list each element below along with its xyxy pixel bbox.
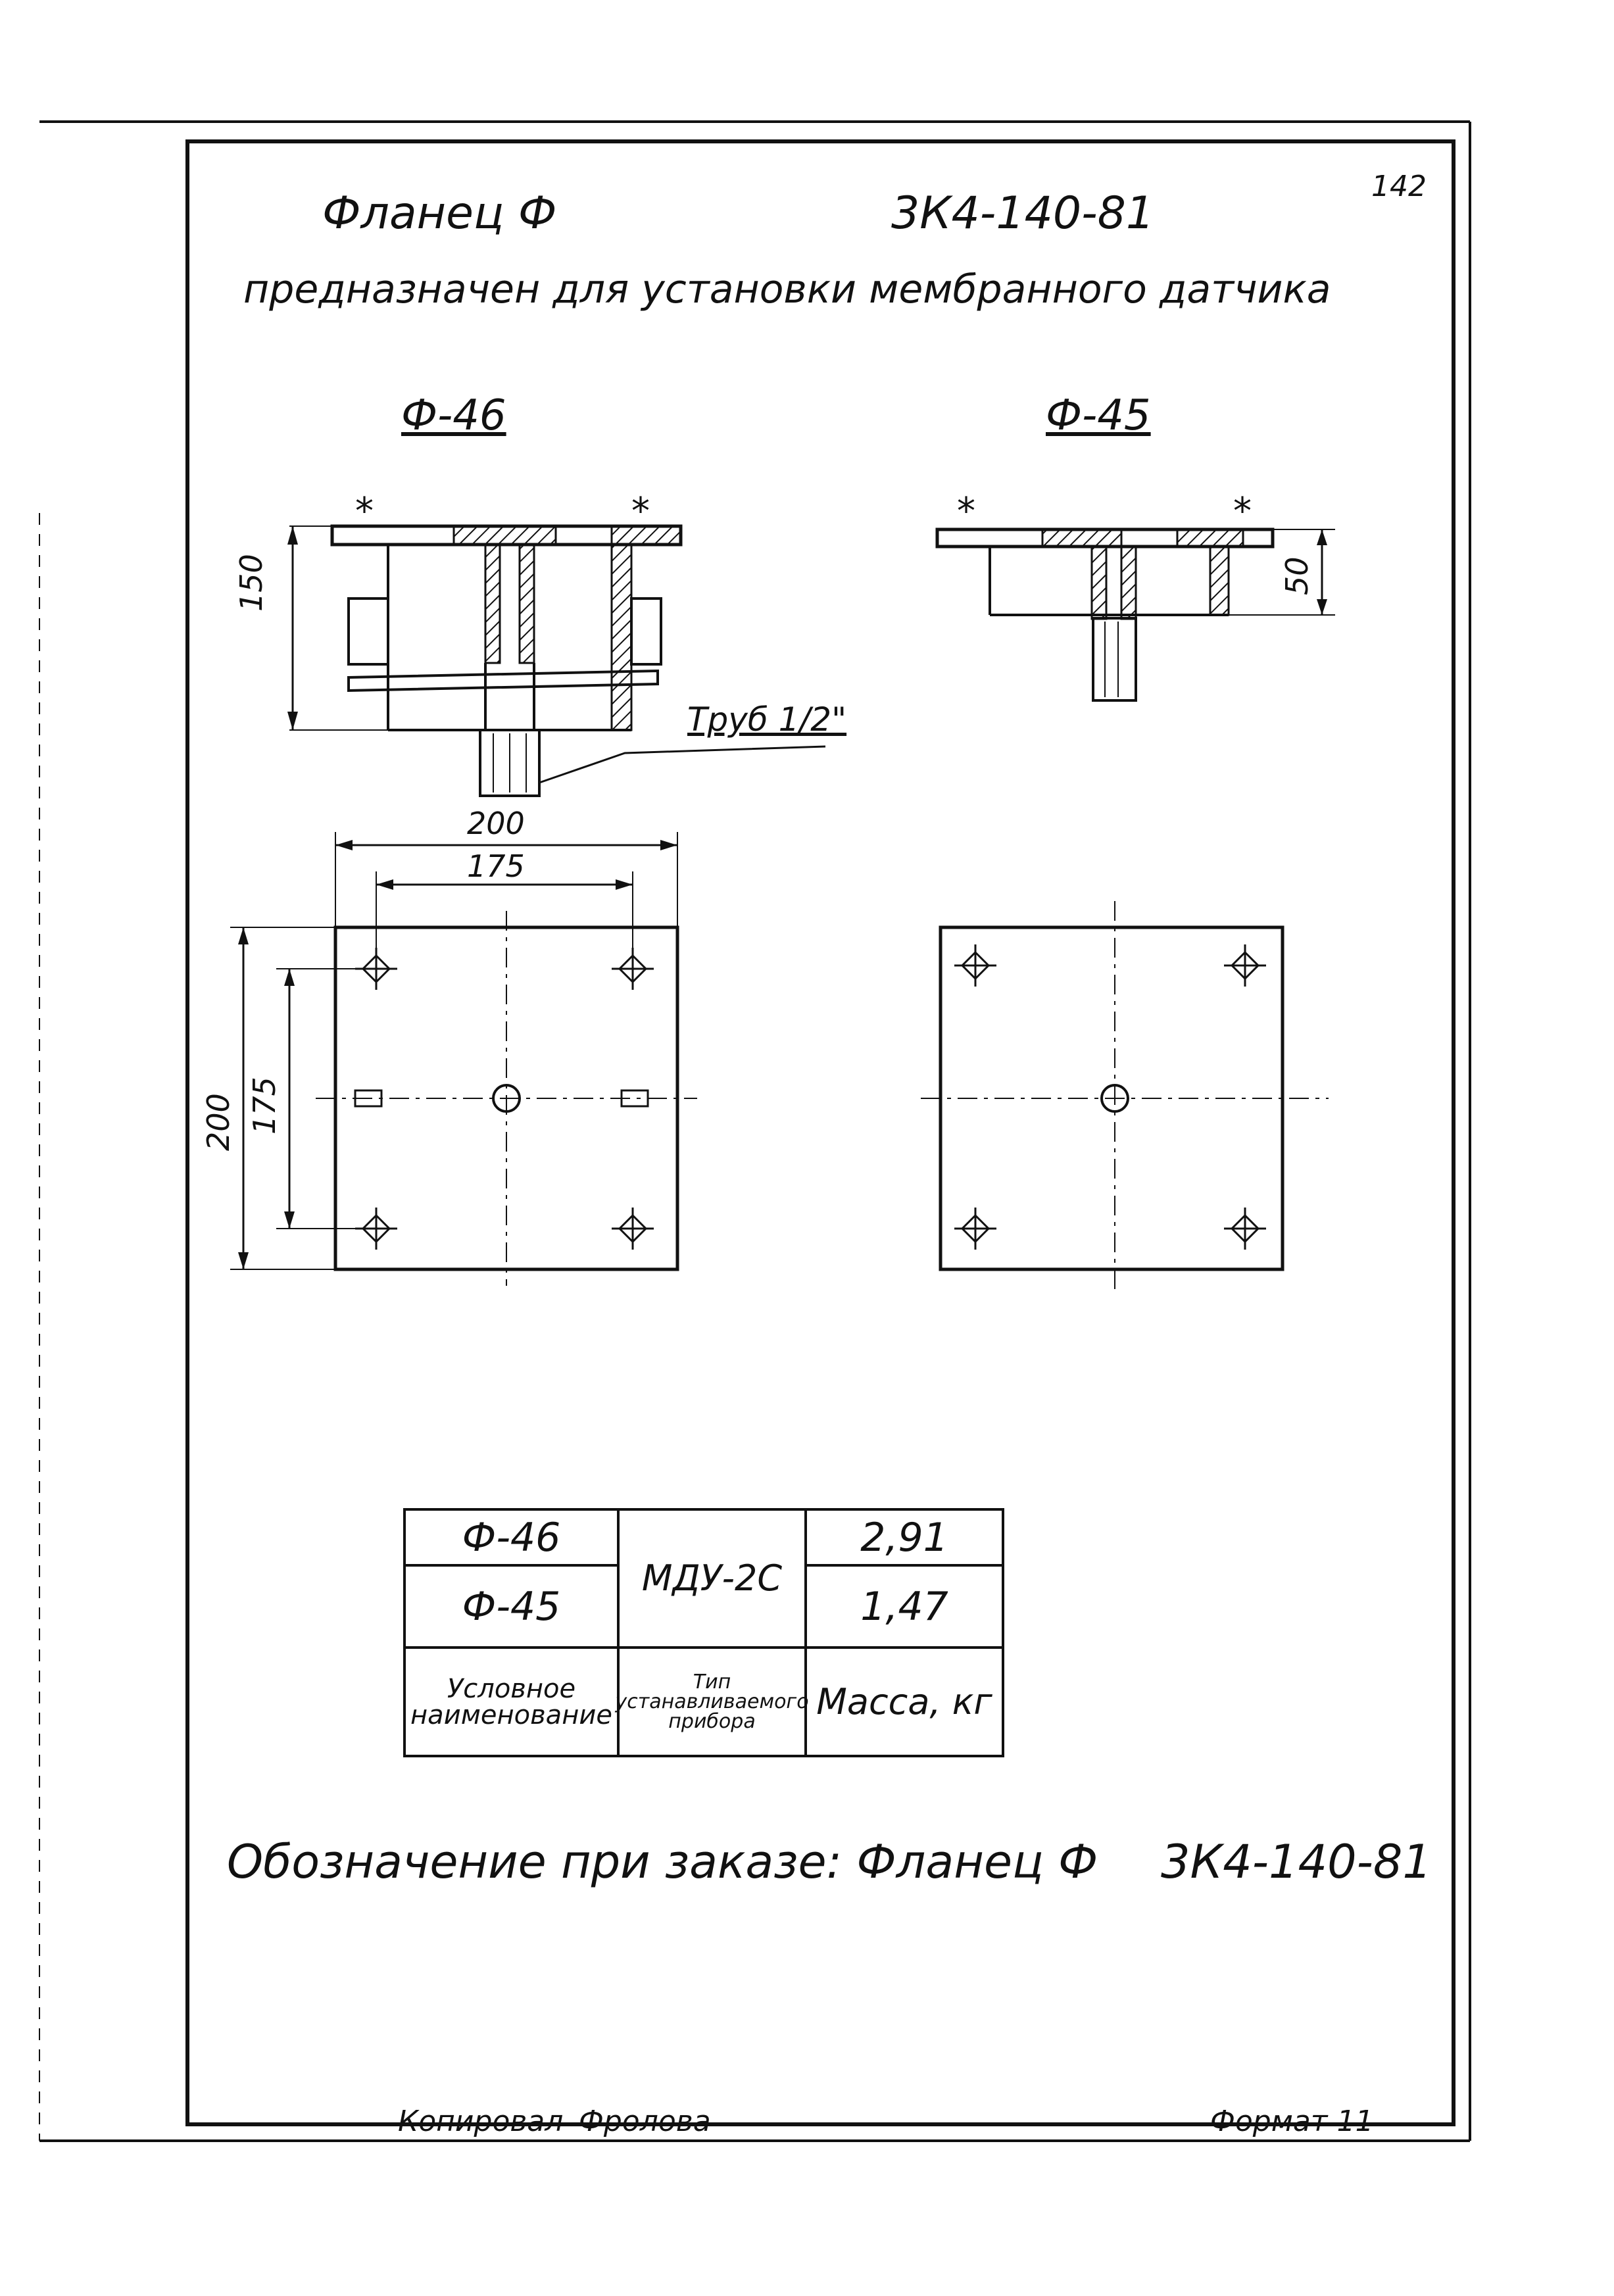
table-row-mass: 1,47 (860, 1583, 948, 1630)
order-designation: Обозначение при заказе: Фланец Ф (227, 1835, 1098, 1889)
f46-plan-view (230, 832, 697, 1286)
footer-copied-label: Копировал (398, 2105, 564, 2138)
f46-height-inner-dim: 175 (247, 1077, 282, 1135)
f45-height-dim: 50 (1279, 556, 1315, 595)
f45-view-label: Ф-45 (1046, 391, 1151, 440)
f46-width-outer-dim: 200 (467, 806, 525, 841)
table-header-device: Тип устанавливаемого прибора (615, 1670, 809, 1733)
table-row-name: Ф-46 (462, 1514, 561, 1561)
f45-plan-view (921, 901, 1329, 1289)
footer-copier-name: Фролова (579, 2105, 711, 2138)
f46-height-outer-dim: 200 (201, 1093, 236, 1151)
footer-format: Формат 11 (1210, 2105, 1374, 2138)
f46-weld-mark-right: * (631, 490, 650, 533)
table-device-type: МДУ-2С (641, 1557, 783, 1599)
drawing-subtitle: предназначен для установки мембранного датчика (243, 266, 1331, 312)
table-header-name: Условное наименование (410, 1673, 612, 1730)
f46-weld-mark-left: * (355, 490, 374, 533)
f45-weld-mark-right: * (1233, 490, 1252, 533)
order-code: 3К4-140-81 (1161, 1835, 1432, 1889)
f46-width-inner-dim: 175 (467, 848, 525, 884)
f46-section-view (287, 526, 825, 796)
pipe-label: Труб 1/2" (687, 700, 847, 739)
drawing-code: 3К4-140-81 (891, 187, 1155, 239)
page-number: 142 (1371, 170, 1427, 203)
table-row-name: Ф-45 (462, 1583, 561, 1630)
table-row-mass: 2,91 (860, 1514, 948, 1561)
table-header-mass: Масса, кг (816, 1680, 992, 1722)
f46-view-label: Ф-46 (401, 391, 506, 440)
f45-section-view (937, 529, 1335, 700)
f46-height-dim: 150 (233, 554, 269, 612)
drawing-title: Фланец Ф (322, 187, 557, 239)
f45-weld-mark-left: * (957, 490, 975, 533)
